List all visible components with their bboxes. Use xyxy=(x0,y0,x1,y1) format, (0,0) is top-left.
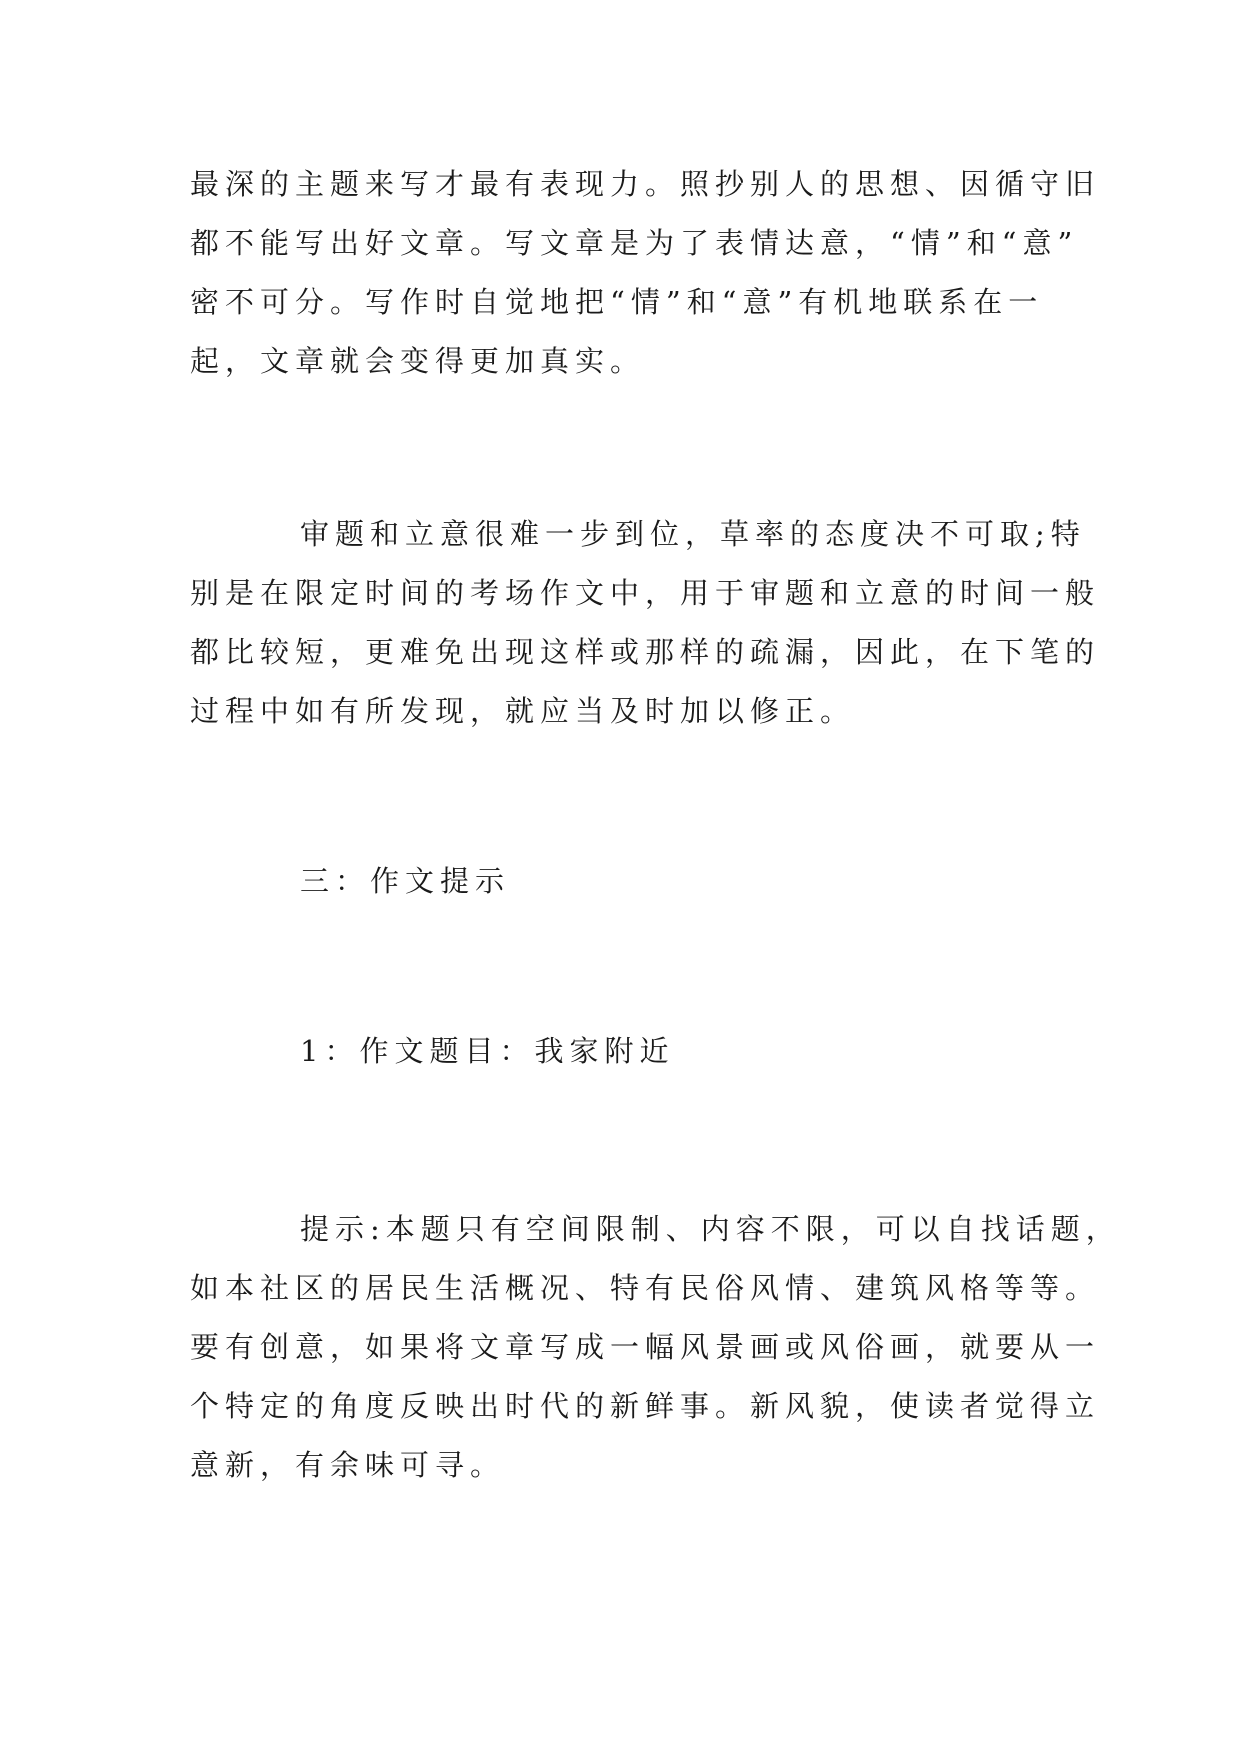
text-line: 提示:本题只有空间限制、内容不限，可以自找话题， xyxy=(300,1212,1121,1246)
text-line: 都不能写出好文章。写文章是为了表情达意，“情”和“意” xyxy=(190,226,1079,260)
paragraph-review-topic xyxy=(190,505,1101,741)
text-line: 个特定的角度反映出时代的新鲜事。新风貌，使读者觉得立 xyxy=(190,1389,1101,1423)
text-line: 最深的主题来写才最有表现力。照抄别人的思想、因循守旧 xyxy=(190,167,1101,201)
text-line: 审题和立意很难一步到位，草率的态度决不可取;特 xyxy=(300,517,1086,551)
essay-title xyxy=(190,1022,1070,1081)
section-heading xyxy=(190,852,1070,911)
text-line: 都比较短，更难免出现这样或那样的疏漏，因此，在下笔的 xyxy=(190,635,1101,669)
heading-line: 三：作文提示 xyxy=(300,864,511,898)
text-line: 如本社区的居民生活概况、特有民俗风情、建筑风格等等。 xyxy=(190,1271,1101,1305)
paragraph-hint xyxy=(190,1200,1121,1495)
text-line: 别是在限定时间的考场作文中，用于审题和立意的时间一般 xyxy=(190,576,1101,610)
text-line: 意新，有余味可寻。 xyxy=(190,1448,506,1482)
paragraph-theme-expression xyxy=(190,155,1101,391)
title-line: 1：作文题目：我家附近 xyxy=(300,1034,675,1068)
text-line: 密不可分。写作时自觉地把“情”和“意”有机地联系在一 xyxy=(190,285,1044,319)
text-line: 过程中如有所发现，就应当及时加以修正。 xyxy=(190,694,856,728)
text-line: 要有创意，如果将文章写成一幅风景画或风俗画，就要从一 xyxy=(190,1330,1101,1364)
text-line: 起，文章就会变得更加真实。 xyxy=(190,344,646,378)
